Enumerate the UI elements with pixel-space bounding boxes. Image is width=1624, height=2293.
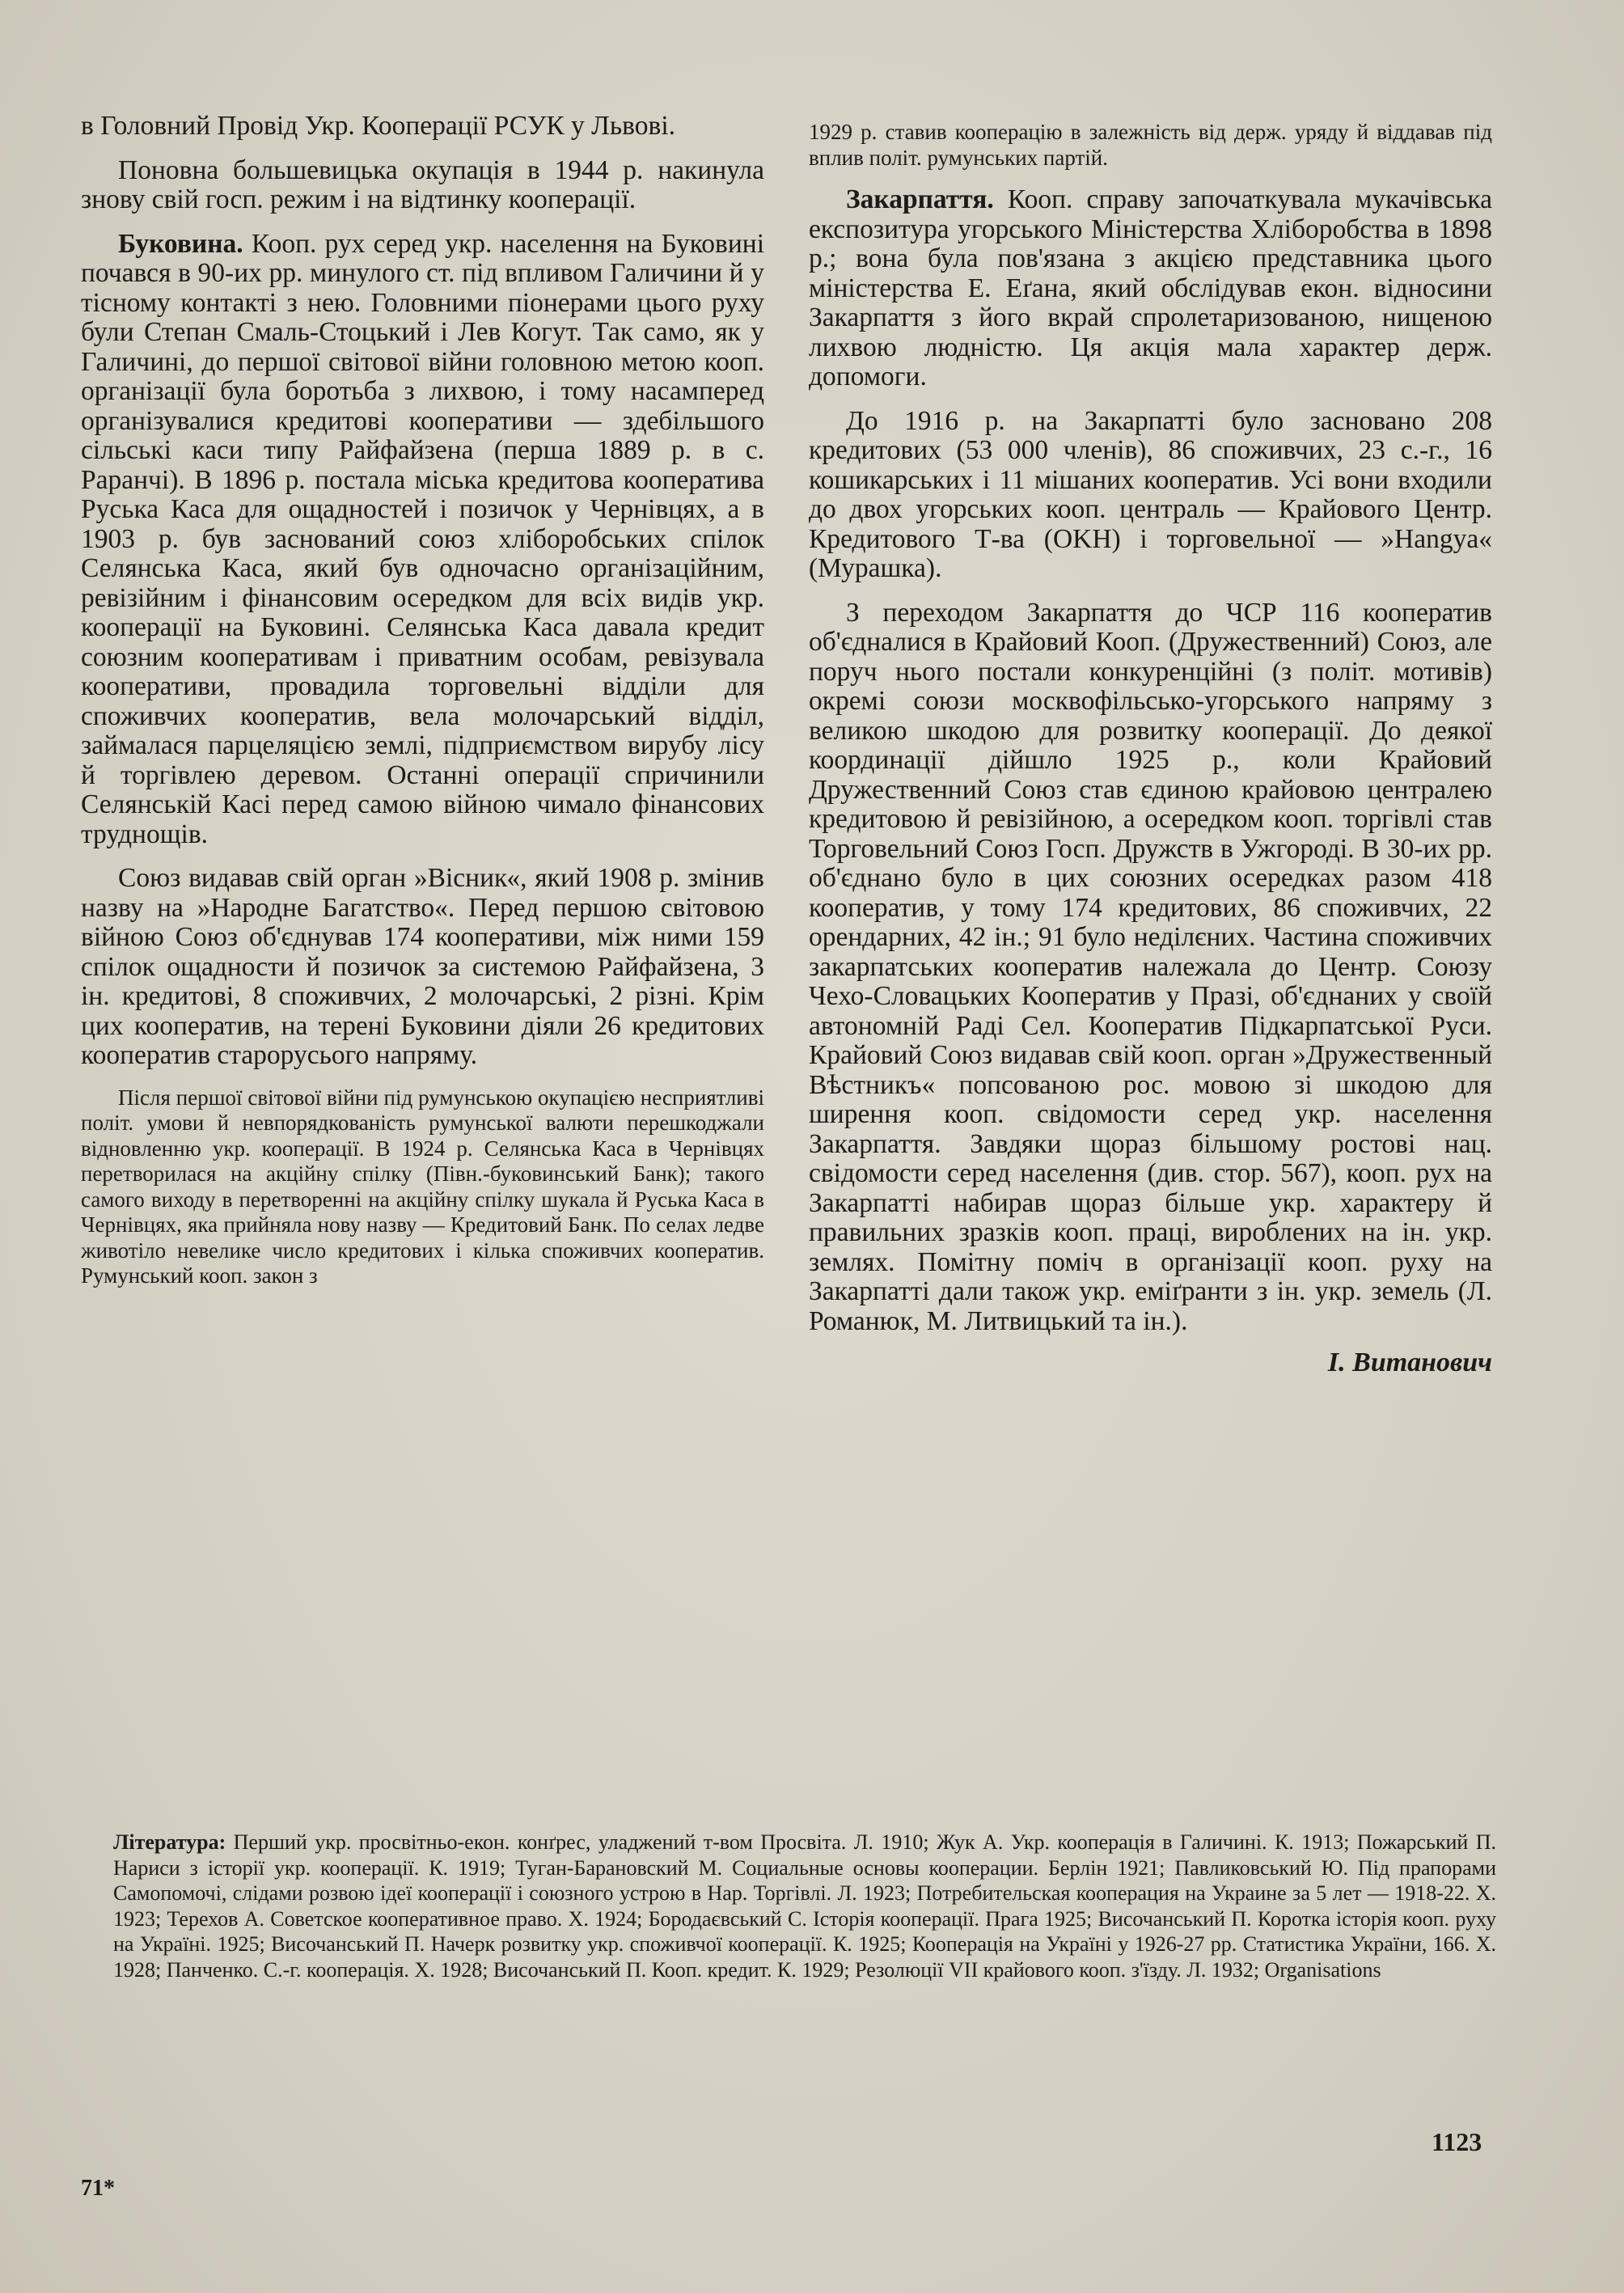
literature-text: Перший укр. просвітньо-екон. конґрес, уладжений т-вом Просвіта. Л. 1910; Жук А. Укр. кооперація в Галичині. К. 1913; Пожарський П. Нариси з історії укр. кооперації. К. 1919; Туган-Барановский М. Социальные основы кооперации. Берлін 1921; Павликовський Ю. Під прапорами Самопомочі, слідами розвою ідеї кооперації і союзного устрою в Нар. Торгівлі. Л. 1923; Потребительская кооперация на Украине за 5 лет — 1918-22. Х. 1923; Терехов А. Советское кооперативное право. Х. 1924; Бородаєвський С. Історія кооперації. Прага 1925; Височанський П. Коротка історія кооп. руху на Україні. 1925; Височанський П. Начерк розвитку укр. споживчої кооперації. К. 1925; Кооперація на Україні у 1926-27 рр. Статистика України, 166. Х. 1928; Панченко. С.-г. кооперація. Х. 1928; Височанський П. Кооп. кредит. К. 1929; Резолюції VII крайового кооп. з'їзду. Л. 1932; Organisations [113, 1830, 1496, 1982]
page-number: 1123 [1432, 2127, 1482, 2156]
paragraph-small: Після першої світової війни під румунською окупацією несприятливі політ. умови й невпорядкованість румунської валюти перешкоджали відновленню укр. кооперації. В 1924 р. Селянська Каса в Чернівцях перетворилася на акційну спілку (Півн.-буковинський Банк); такого самого виходу в перетворенні на акційну спілку шукала й Руська Каса в Чернівцях, яка прийняла нову назву — Кредитовий Банк. По селах ледве животіло невелике число кредитових і кілька споживчих кооператив. Румунський кооп. закон з [81, 1085, 764, 1288]
paragraph: З переходом Закарпаття до ЧСР 116 кооператив об'єдналися в Крайовий Кооп. (Дружественний) Союз, але поруч нього постали конкуренційні (з політ. мотивів) окремі союзи москвофільсько-угорського напряму з великою шкодою для розвитку кооперації. До деякої координації дійшло 1925 р., коли Крайовий Дружественний Союз став єдиною крайовою централею кредитовою й ревізійною, а осередком кооп. торгівлі став Торговельний Союз Госп. Дружств в Ужгороді. В 30-их рр. об'єднано було в цих союзних осередках разом 418 кооператив, у тому 174 кредитових, 86 споживчих, 22 орендарних, 42 ін.; 91 було неділєних. Частина споживчих закарпатських кооператив належала до Центр. Союзу Чехо-Словацьких Кооператив у Празі, об'єднаних у своїй автономній Раді Сел. Кооператив Підкарпатської Руси. Крайовий Союз видавав свій кооп. орган »Дружественный Вѣстникъ« попсованою рос. мовою зі шкодою для ширення кооп. свідомости серед укр. населення Закарпаття. Завдяки щораз більшому ростові нац. свідомости серед населення (див. стор. 567), кооп. рух на Закарпатті набирав щораз більше укр. характеру й правильних зразків кооп. праці, вироблених на ін. укр. землях. Помітну поміч в організації кооп. руху на Закарпатті дали також укр. еміґранти з ін. укр. земель (Л. Романюк, М. Литвицький та ін.). [809, 597, 1492, 1336]
paragraph-zakarpattia [809, 185, 1492, 392]
paragraph: До 1916 р. на Закарпатті було засновано 208 кредитових (53 000 членів), 86 споживчих, 23 с.-г., 16 кошикарських і 11 мішаних кооператив. Усі вони входили до двох угорських кооп. централь — Крайового Центр. Кредитового Т-ва (OKH) і торговельної — »Hangya« (Мурашка). [809, 405, 1492, 583]
section-heading: Буковина. [118, 228, 243, 259]
literature-heading: Література: [113, 1830, 226, 1854]
paragraph-text: Кооп. рух серед укр. населення на Буковині почався в 90-их рр. минулого ст. під впливом Галичини й у тісному контакті з нею. Головними піонерами цього руху були Степан Смаль-Стоцький і Лев Когут. Так само, як у Галичині, до першої світової війни головною метою кооп. організації була боротьба з лихвою, і тому насамперед організувалися кредитові кооперативи — здебільшого сільські каси типу Райфайзена (перша 1889 р. в с. Раранчі). В 1896 р. постала міська кредитова кооператива Руська Каса для ощадностей і позичок у Чернівцях, а в 1903 р. був заснований союз хліборобських спілок Селянська Каса, який був одночасно організаційним, ревізійним і фінансовим осередком для всіх видів укр. кооперації на Буковині. Селянська Каса давала кредит союзним кооперативам і приватним особам, ревізувала кооперативи, провадила торговельні відділи для споживчих кооператив, вела молочарський відділ, займалася парцеляцією землі, підприємством вирубу лісу й торгівлею деревом. Останні операції спричинили Селянській Касі перед самою війною чимало фінансових труднощів. [81, 228, 765, 849]
literature-block [113, 1830, 1496, 1982]
paragraph-text: Кооп. справу започаткувала мукачівська експозитура угорського Міністерства Хліборобства в 1898 р.; вона була пов'язана з акцією представника цього міністерства Е. Еґана, який обслідував екон. відносини Закарпаття з його вкрай спролетаризованою, нищеною лихвою людністю. Ця акція мала характер держ. допомоги. [809, 184, 1493, 391]
paragraph: Союз видавав свій орган »Вісник«, який 1908 р. змінив назву на »Народне Багатство«. Перед першою світовою війною Союз об'єднував 174 кооперативи, між ними 159 спілок ощадности й позичок за системою Райфайзена, 3 ін. кредитові, 8 споживчих, 2 молочарські, 2 різні. Крім цих кооператив, на терені Буковини діяли 26 кредитових кооператив старорусього напряму. [81, 863, 764, 1070]
right-column [809, 120, 1492, 1378]
paragraph-small: 1929 р. ставив кооперацію в залежність від держ. уряду й віддавав під вплив політ. румунських партій. [809, 120, 1492, 170]
paragraph: Поновна большевицька окупація в 1944 р. накинула знову свій госп. режим і на відтинку кооперації. [81, 154, 764, 214]
paragraph-bukovyna [81, 230, 764, 850]
left-column [81, 112, 764, 1304]
paragraph: в Головний Провід Укр. Кооперації РСУК у Львові. [81, 111, 676, 141]
section-heading: Закарпаття. [846, 184, 994, 214]
author-signature: І. Витанович [1327, 1347, 1492, 1377]
signature-mark: 71* [81, 2176, 115, 2201]
